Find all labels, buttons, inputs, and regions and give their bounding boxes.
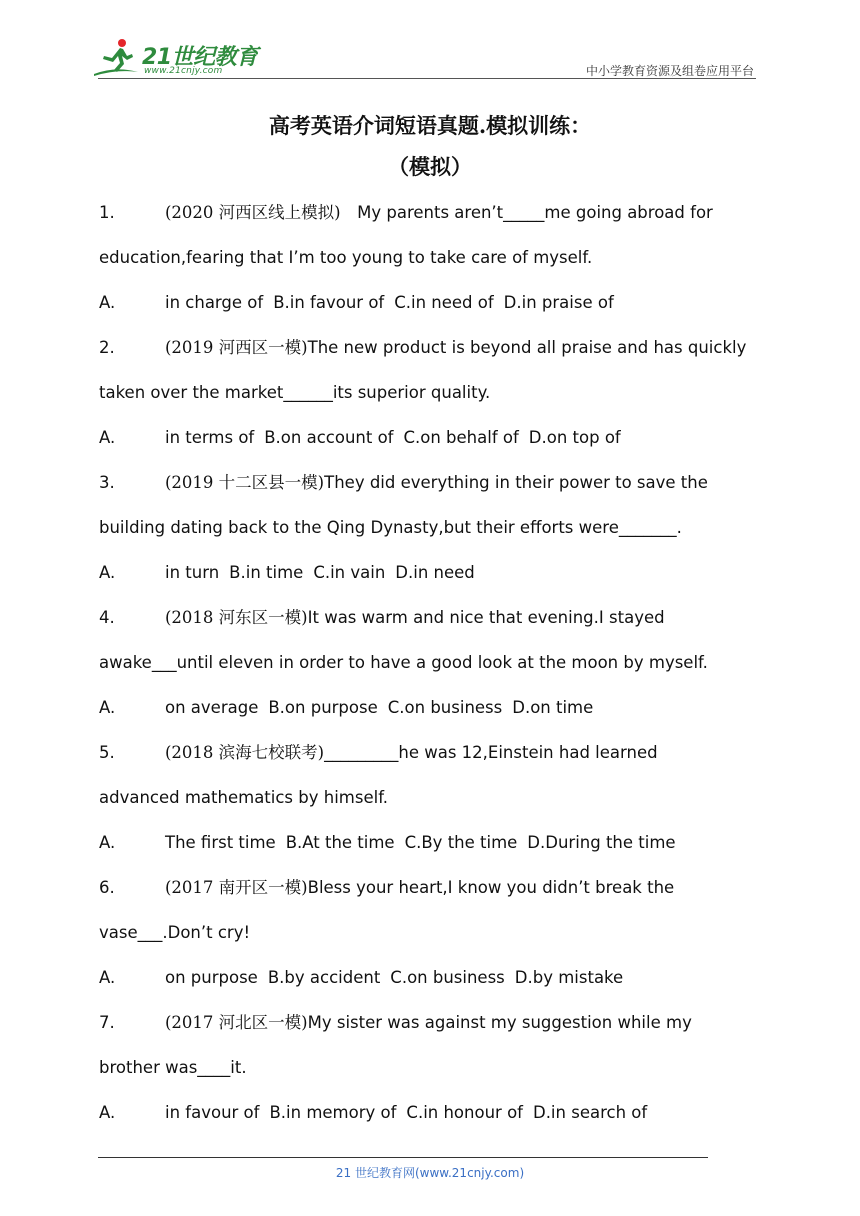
question-stem: _________he was 12,Einstein had learned — [324, 743, 658, 762]
question-source: (2018 滨海七校联考) — [165, 743, 325, 762]
option-label: A. — [99, 428, 116, 447]
option-c: C.in need of — [394, 293, 494, 312]
option-d: D.During the time — [527, 833, 676, 852]
document-title: 高考英语介词短语真题.模拟训练： — [268, 113, 592, 138]
question-source: (2020 河西区线上模拟) — [165, 203, 341, 222]
question-stem: The new product is beyond all praise and has quickly — [307, 338, 747, 357]
question-source: (2019 十二区县一模) — [165, 473, 325, 492]
option-a: in terms of — [165, 428, 255, 447]
question-stem: building dating back to the Qing Dynasty,but their efforts were_______. — [99, 518, 682, 537]
question-stem: vase___.Don’t cry! — [99, 923, 251, 942]
question-number: 5. — [99, 743, 115, 762]
option-c: C.on business — [387, 698, 503, 717]
question-line — [99, 198, 763, 243]
options-line — [99, 1098, 763, 1143]
question-stem: brother was____it. — [99, 1058, 247, 1077]
option-a: on average — [165, 698, 259, 717]
question-line — [99, 468, 763, 513]
option-d: D.on time — [512, 698, 594, 717]
option-b: B.in time — [229, 563, 304, 582]
question-stem: Bless your heart,I know you didn’t break the — [307, 878, 675, 897]
question-source: (2019 河西区一模) — [165, 338, 308, 357]
options-line — [99, 963, 763, 1008]
options-line — [99, 423, 763, 468]
option-a: The first time — [165, 833, 276, 852]
option-label: A. — [99, 698, 116, 717]
runner-logo-icon — [92, 36, 140, 80]
footer-divider — [98, 1157, 708, 1158]
question-number: 4. — [99, 608, 115, 627]
question-line — [99, 783, 763, 828]
question-source: (2017 南开区一模) — [165, 878, 308, 897]
question-line — [99, 603, 763, 648]
question-line — [99, 378, 763, 423]
header-tagline: 中小学教育资源及组卷应用平台 — [585, 64, 754, 78]
question-line — [99, 873, 763, 918]
option-b: B.At the time — [285, 833, 395, 852]
question-line — [99, 333, 763, 378]
question-line — [99, 918, 763, 963]
option-d: D.on top of — [528, 428, 621, 447]
question-line — [99, 648, 763, 693]
question-number: 1. — [99, 203, 115, 222]
question-stem: My parents aren’t_____me going abroad for — [340, 203, 713, 222]
options-line — [99, 828, 763, 873]
question-source: (2018 河东区一模) — [165, 608, 308, 627]
question-number: 6. — [99, 878, 115, 897]
option-d: D.in search of — [532, 1103, 648, 1122]
option-d: D.in need — [395, 563, 475, 582]
option-label: A. — [99, 293, 116, 312]
option-b: B.in favour of — [273, 293, 385, 312]
option-a: on purpose — [165, 968, 258, 987]
header-divider — [98, 78, 756, 79]
question-number: 3. — [99, 473, 115, 492]
question-stem: taken over the market______its superior quality. — [99, 383, 491, 402]
question-line — [99, 738, 763, 783]
logo-url: www.21cnjy.com — [144, 66, 223, 76]
option-c: C.in honour of — [406, 1103, 523, 1122]
question-stem: My sister was against my suggestion while my — [307, 1013, 692, 1032]
options-line — [99, 693, 763, 738]
page-header — [0, 0, 860, 90]
question-line — [99, 243, 763, 288]
question-list — [99, 198, 763, 1143]
option-b: B.on purpose — [268, 698, 378, 717]
question-stem: advanced mathematics by himself. — [99, 788, 389, 807]
option-b: B.by accident — [267, 968, 381, 987]
question-line — [99, 513, 763, 558]
question-stem: It was warm and nice that evening.I stayed — [307, 608, 665, 627]
footer-link[interactable]: 21 世纪教育网(www.21cnjy.com) — [335, 1166, 525, 1180]
options-line — [99, 288, 763, 333]
question-source: (2017 河北区一模) — [165, 1013, 308, 1032]
option-label: A. — [99, 968, 116, 987]
question-line — [99, 1008, 763, 1053]
option-b: B.on account of — [264, 428, 394, 447]
document-subtitle: （模拟） — [388, 154, 472, 179]
logo-number: 21 — [142, 45, 172, 70]
option-c: C.on business — [390, 968, 505, 987]
option-a: in turn — [165, 563, 220, 582]
option-c: C.on behalf of — [403, 428, 519, 447]
site-logo[interactable] — [92, 36, 262, 80]
option-a: in favour of — [165, 1103, 260, 1122]
option-c: C.in vain — [313, 563, 386, 582]
options-line — [99, 558, 763, 603]
option-label: A. — [99, 1103, 116, 1122]
option-a: in charge of — [165, 293, 264, 312]
option-d: D.in praise of — [503, 293, 614, 312]
question-stem: education,fearing that I’m too young to take care of myself. — [99, 248, 593, 267]
option-label: A. — [99, 833, 116, 852]
question-stem: awake___until eleven in order to have a good look at the moon by myself. — [99, 653, 708, 672]
question-number: 7. — [99, 1013, 115, 1032]
option-d: D.by mistake — [514, 968, 624, 987]
question-line — [99, 1053, 763, 1098]
question-stem: They did everything in their power to save the — [324, 473, 708, 492]
option-c: C.By the time — [404, 833, 518, 852]
option-label: A. — [99, 563, 116, 582]
option-b: B.in memory of — [269, 1103, 397, 1122]
question-number: 2. — [99, 338, 115, 357]
logo-chinese: 世纪教育 — [171, 45, 258, 70]
